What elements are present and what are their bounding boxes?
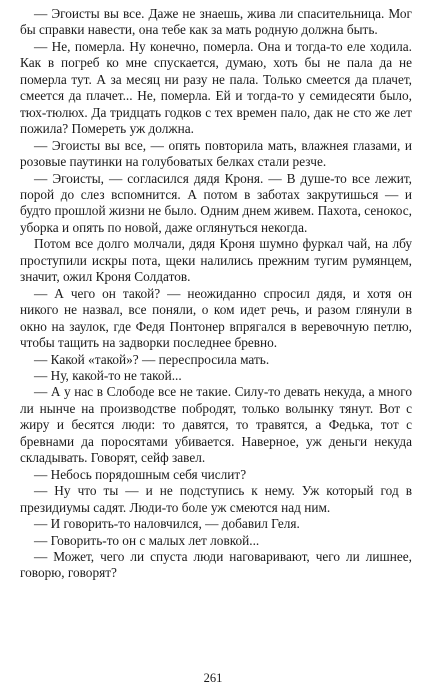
- page-number: 261: [203, 671, 223, 685]
- paragraph: — Эгоисты вы все, — опять повторила мать, влажнея глазами, и розовые паутинки на голубоватых белках стали резче.: [20, 137, 412, 170]
- paragraph: — Ну, какой-то не такой...: [34, 367, 182, 383]
- book-page-text: [20, 6, 412, 582]
- paragraph: — Говорить-то он с малых лет ловкой...: [34, 532, 260, 548]
- paragraph: — И говорить-то наловчился, — добавил Геля.: [34, 516, 300, 532]
- paragraph: — Ну что ты — и не подступись к нему. Уж который год в президиумы садят. Люди-то боле уж смеются над ним.: [20, 483, 412, 515]
- paragraph: — Какой «такой»? — переспросила мать.: [34, 351, 270, 367]
- paragraph: — Не, померла. Ну конечно, померла. Она и тогда-то еле ходила. Как в погреб ко мне спускается, думаю, хоть бы не пала да не померла тут. А за месяц ни разу не пала. Только смеется да плачет, смеется да плачет... Не, померла. Ей и тогда-то у семидесяти было, тюх-тюлюх. Да тридцать годков с тех времен пало, дак не сто же лет пожила? Помереть уж должна.: [20, 38, 412, 137]
- paragraph: Потом все долго молчали, дядя Кроня шумно фуркал чай, на лбу проступили искры пота, щеки налились прежним тугим румянцем, значит, ожил Кроня Солдатов.: [20, 236, 412, 285]
- paragraph: — А чего он такой? — неожиданно спросил дядя, и хотя он никого не назвал, все поняли, о ком идет речь, и разом глянули в окно на заулок, где Федя Понтонер впрягался в веревочную петлю, чтобы тащить на задворки последнее бревно.: [20, 285, 412, 351]
- paragraph: — Небось порядошным себя числит?: [34, 466, 247, 482]
- paragraph: — Эгоисты, — согласился дядя Кроня. — В душе-то все лежит, порой до слез вспомнится. А потом в заботах закрутишься — и будто прошлой жизни не было. Одним днем живем. Пахота, сенокос, уборка и опять по новой, даже оглянуться некогда.: [20, 170, 412, 235]
- paragraph: — А у нас в Слободе все не такие. Силу-то девать некуда, а много ли нынче на производстве побродят, только волынку тянут. Вот с жиру и бесятся люди: то давятся, то травятся, а Федька, тот с бревнами да поросятами убивается. Наверное, уж деньги некуда складывать. Говорят, сейф завел.: [20, 384, 412, 466]
- paragraph: — Эгоисты вы все. Даже не знаешь, жива ли спасительница. Мог бы справки навести, она тебе как за мать родную должна быть.: [20, 6, 412, 38]
- paragraph: — Может, чего ли спуста люди наговаривают, чего ли лишнее, говорю, говорят?: [20, 548, 412, 581]
